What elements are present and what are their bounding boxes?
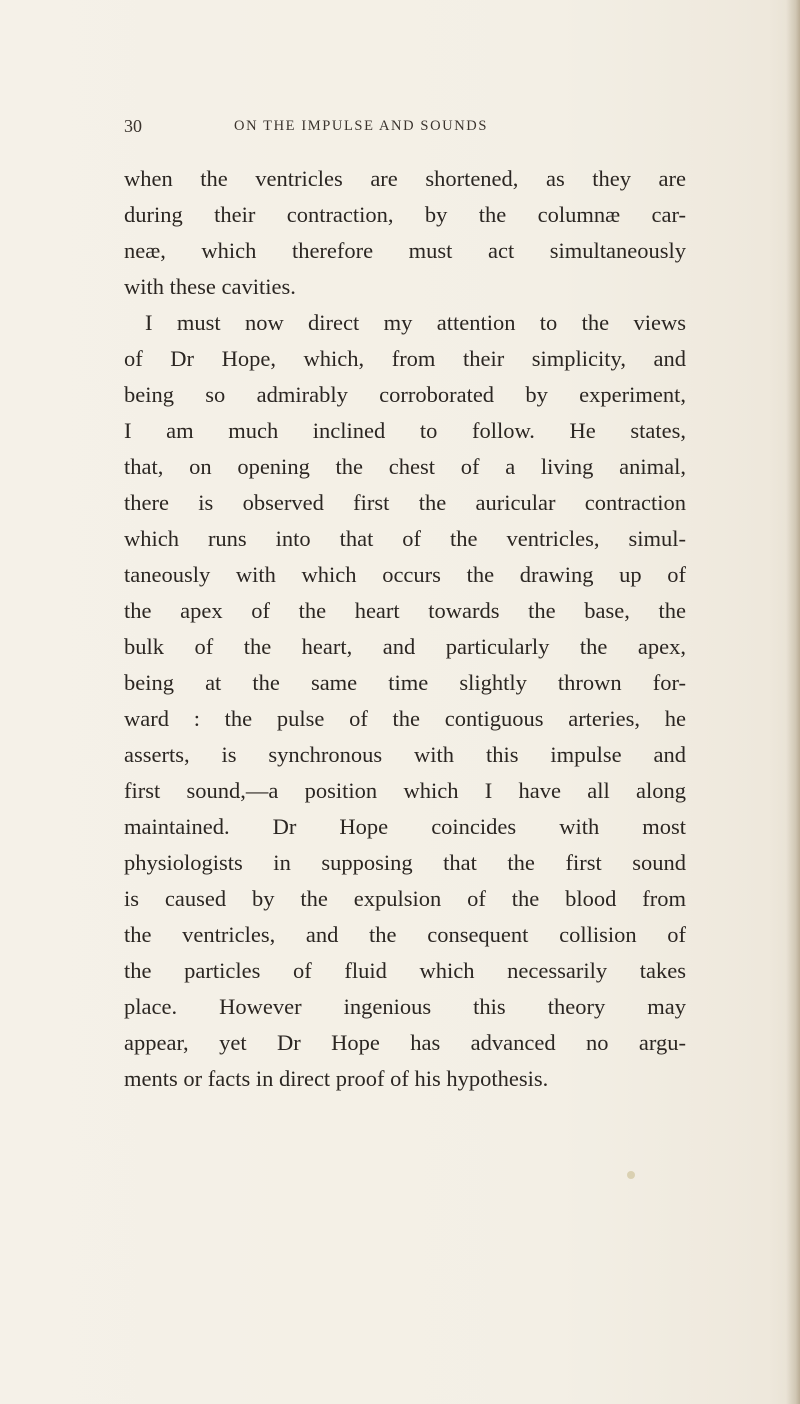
page-edge-shadow bbox=[786, 0, 800, 1404]
text-line: is caused by the expulsion of the blood from bbox=[124, 886, 686, 911]
text-line: which runs into that of the ventricles, simul- bbox=[124, 526, 686, 551]
text-line: the ventricles, and the consequent collision of bbox=[124, 922, 686, 947]
text-line: taneously with which occurs the drawing up of bbox=[124, 562, 686, 587]
paper-speck bbox=[627, 1171, 635, 1179]
text-line: first sound,—a position which I have all along bbox=[124, 778, 686, 803]
text-line: I must now direct my attention to the views bbox=[145, 310, 686, 335]
running-head: ON THE IMPULSE AND SOUNDS bbox=[234, 118, 489, 134]
text-line: there is observed first the auricular contraction bbox=[124, 490, 686, 515]
text-line: maintained. Dr Hope coincides with most bbox=[124, 814, 686, 839]
text-line: bulk of the heart, and particularly the apex, bbox=[124, 634, 686, 659]
text-line: being at the same time slightly thrown for- bbox=[124, 670, 686, 695]
text-line: the apex of the heart towards the base, the bbox=[124, 598, 686, 623]
text-line: of Dr Hope, which, from their simplicity, and bbox=[124, 346, 686, 371]
text-line: when the ventricles are shortened, as they are bbox=[124, 166, 686, 191]
text-line: the particles of fluid which necessarily takes bbox=[124, 958, 686, 983]
page-number: 30 bbox=[124, 116, 142, 136]
text-line: ward : the pulse of the contiguous arteries, he bbox=[124, 706, 686, 731]
text-line: being so admirably corroborated by experiment, bbox=[124, 382, 686, 407]
text-line: physiologists in supposing that the first sound bbox=[124, 850, 686, 875]
text-line: ments or facts in direct proof of his hypothesis. bbox=[124, 1066, 549, 1091]
text-line: place. However ingenious this theory may bbox=[124, 994, 686, 1019]
text-line: during their contraction, by the columnæ car- bbox=[124, 202, 686, 227]
text-line: I am much inclined to follow. He states, bbox=[124, 418, 686, 443]
text-line: that, on opening the chest of a living animal, bbox=[124, 454, 686, 479]
text-line: appear, yet Dr Hope has advanced no argu- bbox=[124, 1030, 686, 1055]
text-line: asserts, is synchronous with this impulse and bbox=[124, 742, 686, 767]
text-line: with these cavities. bbox=[124, 274, 296, 299]
text-line: neæ, which therefore must act simultaneously bbox=[124, 238, 686, 263]
